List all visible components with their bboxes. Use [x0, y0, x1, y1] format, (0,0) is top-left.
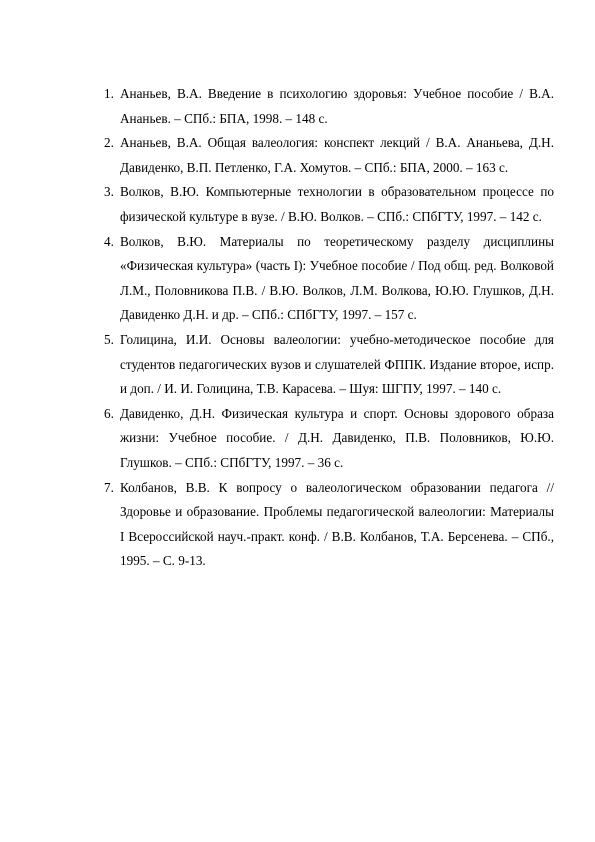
reference-text: Давиденко, Д.Н. Физическая культура и спорт. Основы здорового образа жизни: Учебное пособие. / Д.Н. Давиденко, П.В. Половников, Ю.Ю. Глушков. – СПб.: СПбГТУ, 1997. – 36 с. — [120, 405, 554, 470]
reference-number: 3. — [104, 184, 114, 200]
reference-text: Волков, В.Ю. Материалы по теоретическому разделу дисциплины «Физическая культура» (часть I): Учебное пособие / Под общ. ред. Волковой Л.М., Половникова П.В. / В.Ю. Волков, Л.М. Волкова, Ю.Ю. Глушков, Д.Н. Давиденко Д.Н. и др. – СПб.: СПбГТУ, 1997. – 157 с. — [120, 233, 554, 323]
reference-number: 4. — [104, 233, 114, 249]
reference-item-2 — [104, 131, 554, 180]
reference-item-1 — [104, 82, 554, 131]
reference-item-6 — [104, 402, 554, 476]
reference-text: Колбанов, В.В. К вопросу о валеологическом образовании педагога // Здоровье и образование. Проблемы педагогической валеологии: Материалы I Всероссийской науч.-практ. конф. / В.В. Колбанов, Т.А. Берсенева. – СПб., 1995. – С. 9-13. — [120, 479, 554, 569]
reference-number: 5. — [104, 331, 114, 347]
reference-number: 2. — [104, 135, 114, 151]
reference-text: Волков, В.Ю. Компьютерные технологии в образовательном процессе по физической культуре в вузе. / В.Ю. Волков. – СПб.: СПбГТУ, 1997. – 142 с. — [120, 184, 554, 224]
reference-item-4 — [104, 230, 554, 328]
reference-text: Голицина, И.И. Основы валеологии: учебно-методическое пособие для студентов педагогических вузов и слушателей ФППК. Издание второе, испр. и доп. / И. И. Голицина, Т.В. Карасева. – Шуя: ШГПУ, 1997. – 140 с. — [120, 331, 554, 397]
reference-number: 6. — [104, 405, 114, 421]
reference-text: Ананьев, В.А. Введение в психологию здоровья: Учебное пособие / В.А. Ананьев. – СПб.: БПА, 1998. – 148 с. — [120, 86, 554, 126]
reference-list — [104, 82, 554, 574]
reference-number: 1. — [104, 86, 114, 101]
reference-number: 7. — [104, 479, 114, 495]
reference-text: Ананьев, В.А. Общая валеология: конспект лекций / В.А. Ананьева, Д.Н. Давиденко, В.П. Петленко, Г.А. Хомутов. – СПб.: БПА, 2000. – 163 с. — [120, 135, 554, 175]
reference-item-5 — [104, 328, 554, 402]
reference-item-7 — [104, 476, 554, 574]
reference-item-3 — [104, 180, 554, 229]
